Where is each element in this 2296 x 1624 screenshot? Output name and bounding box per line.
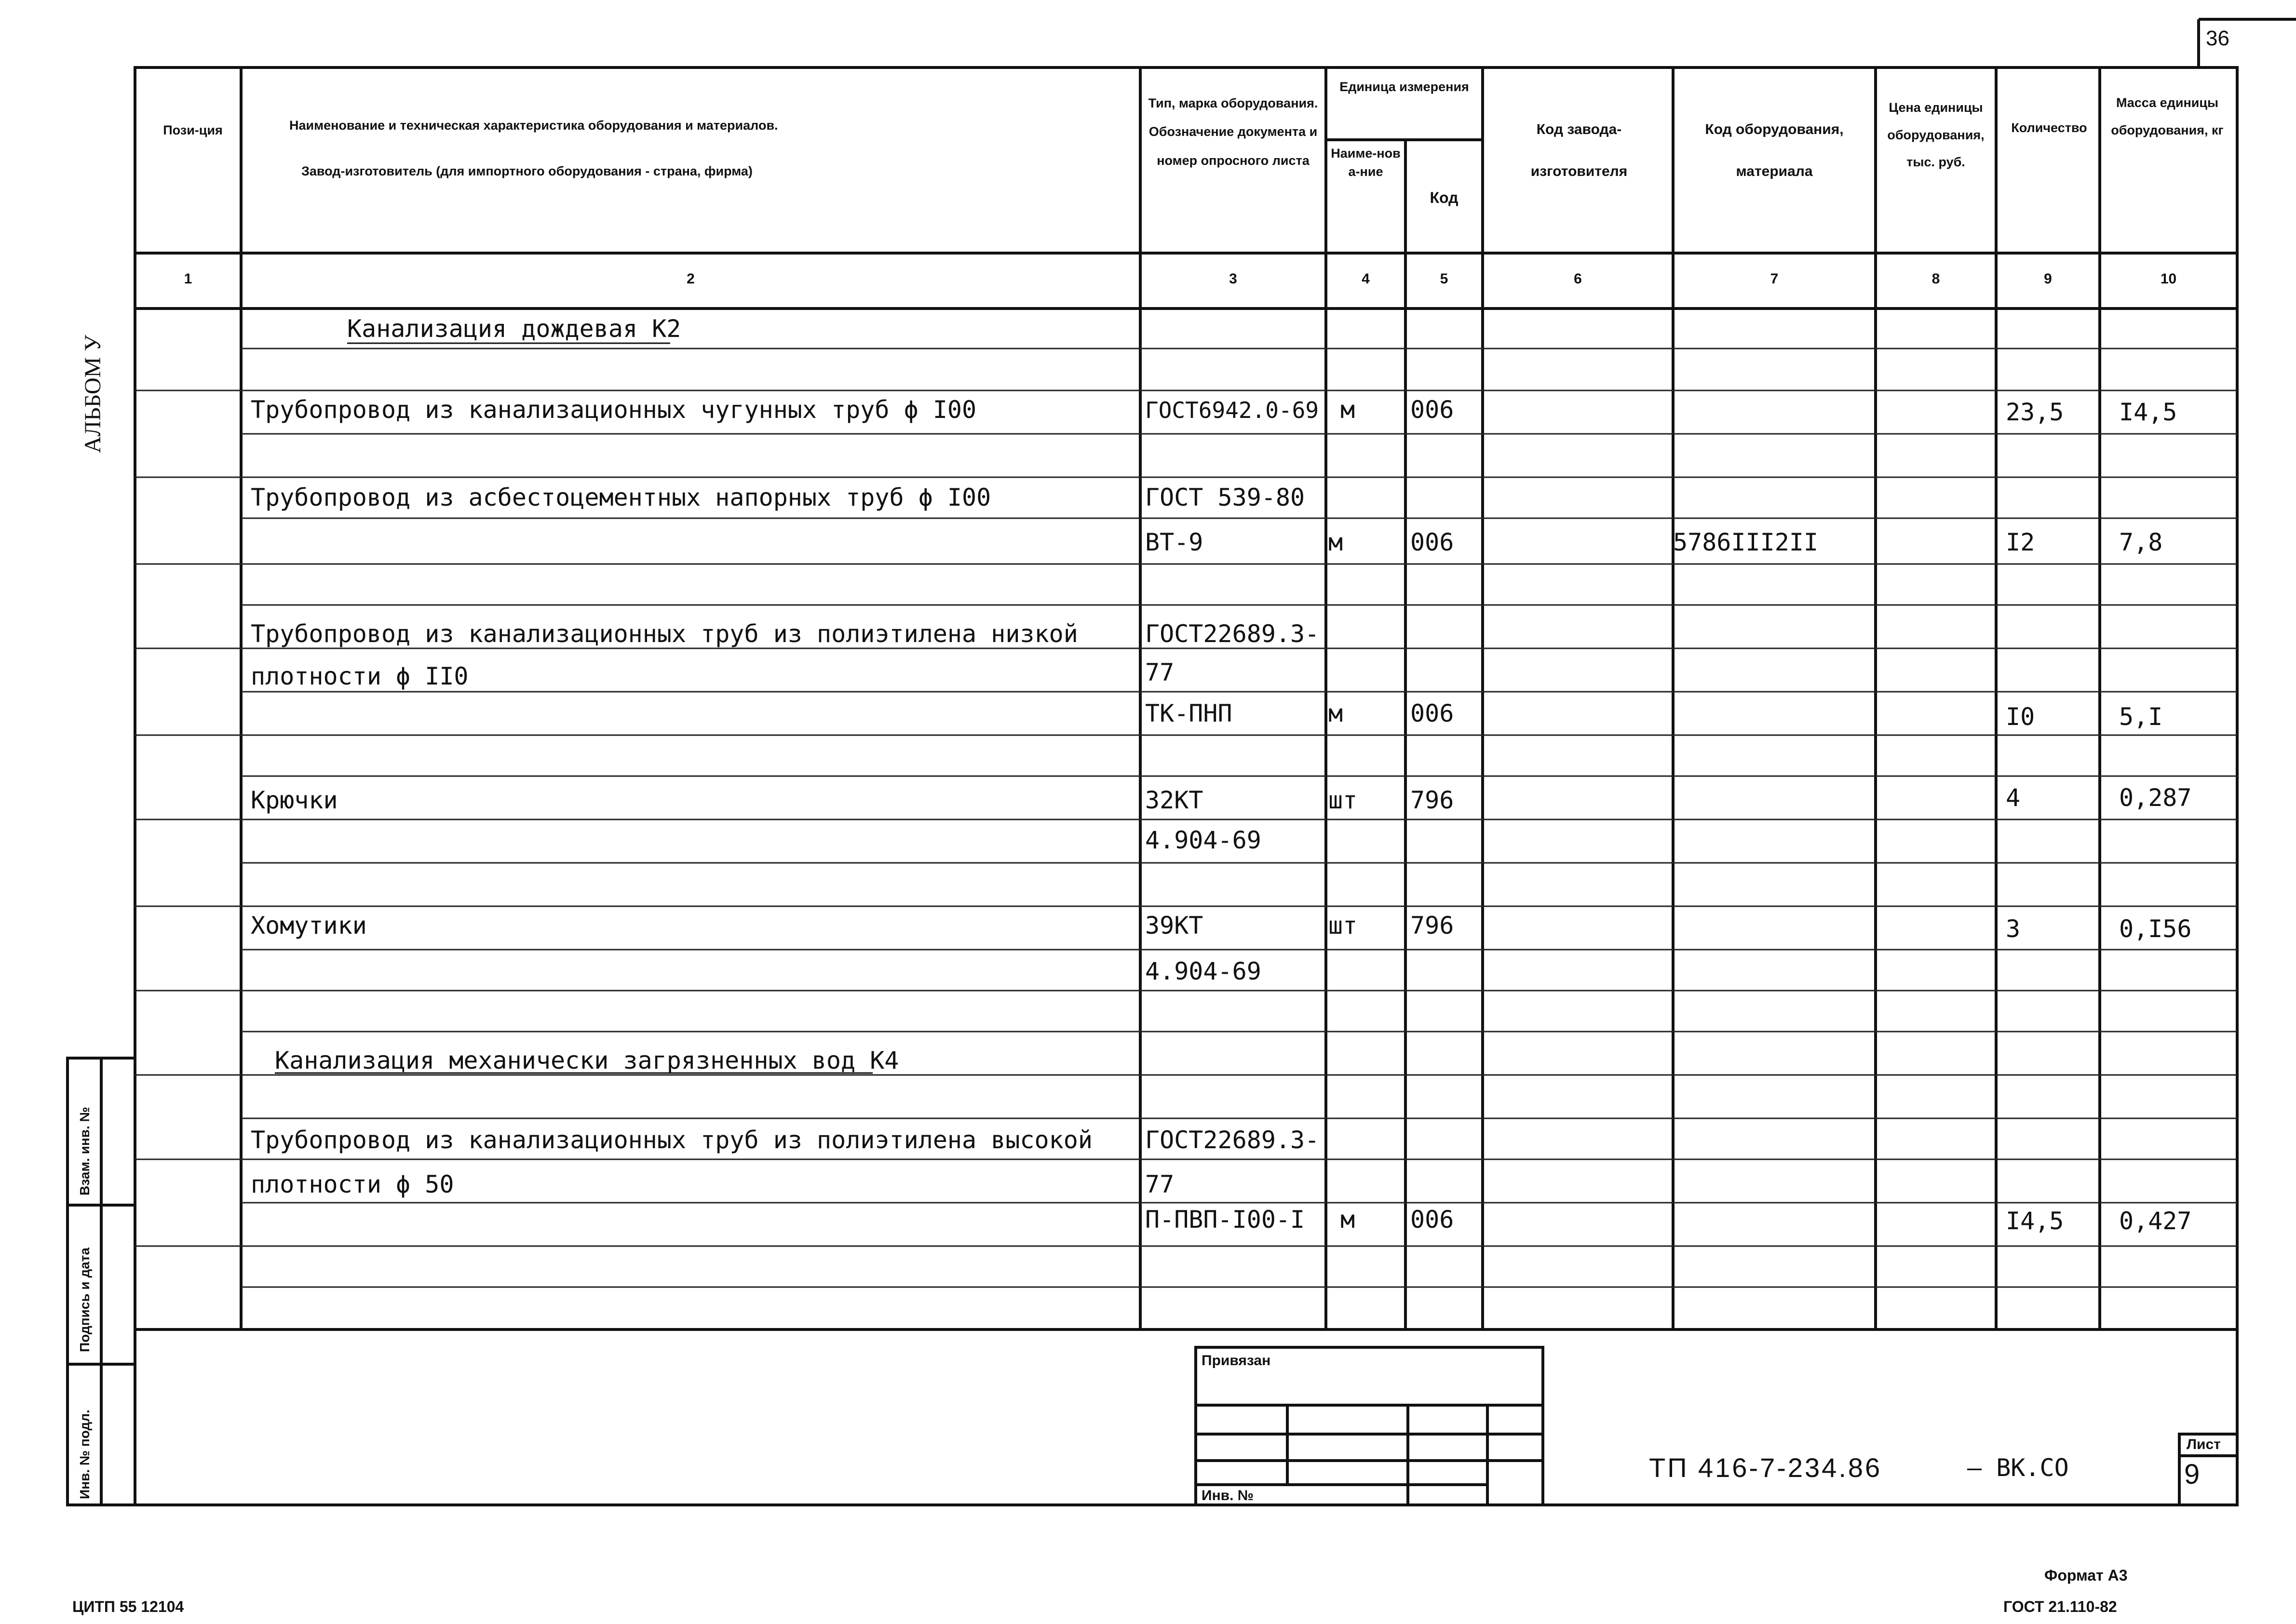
col-num-8: 8 [1931,271,1940,287]
row-clamps-type: 39КТ [1145,912,1203,940]
row-section-k4-title: Канализация механически загрязненных вод К4 [275,1047,899,1074]
header-type-doc: Тип, марка оборудования. Обозначение документа и номер опросного листа [1148,96,1318,168]
col-num-9: 9 [2044,271,2052,287]
row-cast-iron-mass: I4,5 [2119,398,2177,426]
row-asbestos-type: ГОСТ 539-80 [1145,483,1305,511]
row-asbestos-equip: 5786III2II [1673,528,1819,556]
col-num-2: 2 [687,271,695,287]
footer-left: ЦИТП 55 12104 [72,1598,184,1615]
side-inv-vzam: Взам. инв. № [77,1107,92,1195]
row-clamps-mass: 0,I56 [2119,915,2192,943]
row-asbestos-qty: I2 [2006,528,2035,556]
header-name-line1: Наименование и техническая характеристика оборудования и материалов. [289,118,778,133]
row-ldpe-qty: I0 [2006,703,2035,731]
header-quantity: Количество [2011,121,2087,135]
row-cast-iron-qty: 23,5 [2006,398,2064,426]
row-clamps-name: Хомутики [251,912,367,940]
row-cast-iron-name: Трубопровод из канализационных чугунных труб ϕ I00 [251,396,977,424]
row-asbestos-mass: 7,8 [2119,528,2163,556]
header-price: Цена единицы оборудования, тыс. руб. [1887,100,1985,170]
col-num-7: 7 [1770,271,1779,287]
col-num-3: 3 [1229,271,1237,287]
row-hooks-unit: шт [1328,786,1358,814]
row-hooks-mass: 0,287 [2119,784,2192,812]
row-hooks-code: 796 [1410,786,1454,814]
album-label: АЛЬБОМ У [80,335,106,453]
stamp-inv-no: Инв. № [1202,1488,1254,1503]
row-hdpe-code: 006 [1410,1206,1454,1234]
row-ldpe-code: 006 [1410,699,1454,727]
header-equipment-code: Код оборудования, материала [1705,121,1844,179]
row-hdpe-mass: 0,427 [2119,1207,2192,1235]
header-unit-code: Код [1430,189,1459,206]
col-num-1: 1 [184,271,192,287]
row-hdpe-unit: м [1340,1206,1355,1234]
header-position: Пози-ция [163,123,223,137]
row-clamps-type2: 4.904-69 [1145,957,1261,985]
col-num-5: 5 [1440,271,1448,287]
row-asbestos-code: 006 [1410,528,1454,556]
header-unit-group: Единица измерения [1339,80,1469,94]
row-cast-iron-unit: м [1340,396,1355,424]
row-hooks-type2: 4.904-69 [1145,826,1261,854]
row-hdpe-qty: I4,5 [2006,1207,2064,1235]
header-unit-name: Наиме-нова-ние [1331,146,1401,179]
row-asbestos-unit: м [1328,528,1343,556]
side-sign-date: Подпись и дата [77,1248,92,1352]
row-asbestos-name: Трубопровод из асбестоцементных напорных труб ϕ I00 [251,483,991,511]
row-clamps-code: 796 [1410,912,1454,940]
col-num-6: 6 [1574,271,1582,287]
row-ldpe-unit: м [1328,699,1343,727]
header-mass: Масса единицы оборудования, кг [2111,95,2224,137]
footer-standard: ГОСТ 21.110-82 [2003,1598,2117,1615]
col-num-4: 4 [1362,271,1370,287]
row-hdpe-type: ГОСТ22689.3- [1145,1126,1320,1154]
row-ldpe-type2: 77 [1145,658,1175,686]
row-hdpe-name2: плотности ϕ 50 [251,1170,454,1198]
doc-suffix: — ВК.СО [1967,1454,2069,1482]
stamp-privyazan: Привязан [1202,1353,1271,1369]
row-ldpe-mass: 5,I [2119,703,2163,731]
stamp-sheet-label: Лист [2187,1436,2221,1452]
row-clamps-unit: шт [1328,912,1358,940]
footer-format: Формат А3 [2044,1567,2128,1584]
row-hooks-qty: 4 [2006,784,2021,812]
header-name-line2: Завод-изготовитель (для импортного оборудования - страна, фирма) [301,164,753,178]
row-asbestos-type2: ВТ-9 [1145,528,1203,556]
sheet-number: 36 [2206,27,2229,50]
col-num-10: 10 [2160,271,2177,287]
row-hdpe-type2: 77 [1145,1170,1175,1198]
row-hdpe-type3: П-ПВП-I00-I [1145,1206,1305,1234]
row-hooks-name: Крючки [251,786,338,814]
row-ldpe-type3: ТК-ПНП [1145,699,1232,727]
row-cast-iron-code: 006 [1410,396,1454,424]
header-plant-code: Код завода-изготовителя [1530,121,1628,179]
row-cast-iron-type: ГОСТ6942.0-69 [1145,397,1319,423]
row-hooks-type: 32КТ [1145,786,1203,814]
row-ldpe-name2: плотности ϕ II0 [251,662,469,690]
row-ldpe-type: ГОСТ22689.3- [1145,620,1320,648]
doc-code: ТП 416-7-234.86 [1649,1452,1882,1483]
stamp-sheet-value: 9 [2184,1459,2200,1490]
row-clamps-qty: 3 [2006,915,2021,943]
row-ldpe-name: Трубопровод из канализационных труб из полиэтилена низкой [251,620,1078,648]
row-hdpe-name: Трубопровод из канализационных труб из полиэтилена высокой [251,1126,1093,1154]
side-inv-orig: Инв. № подл. [77,1409,92,1499]
row-section-k2-title: Канализация дождевая К2 [347,315,681,343]
